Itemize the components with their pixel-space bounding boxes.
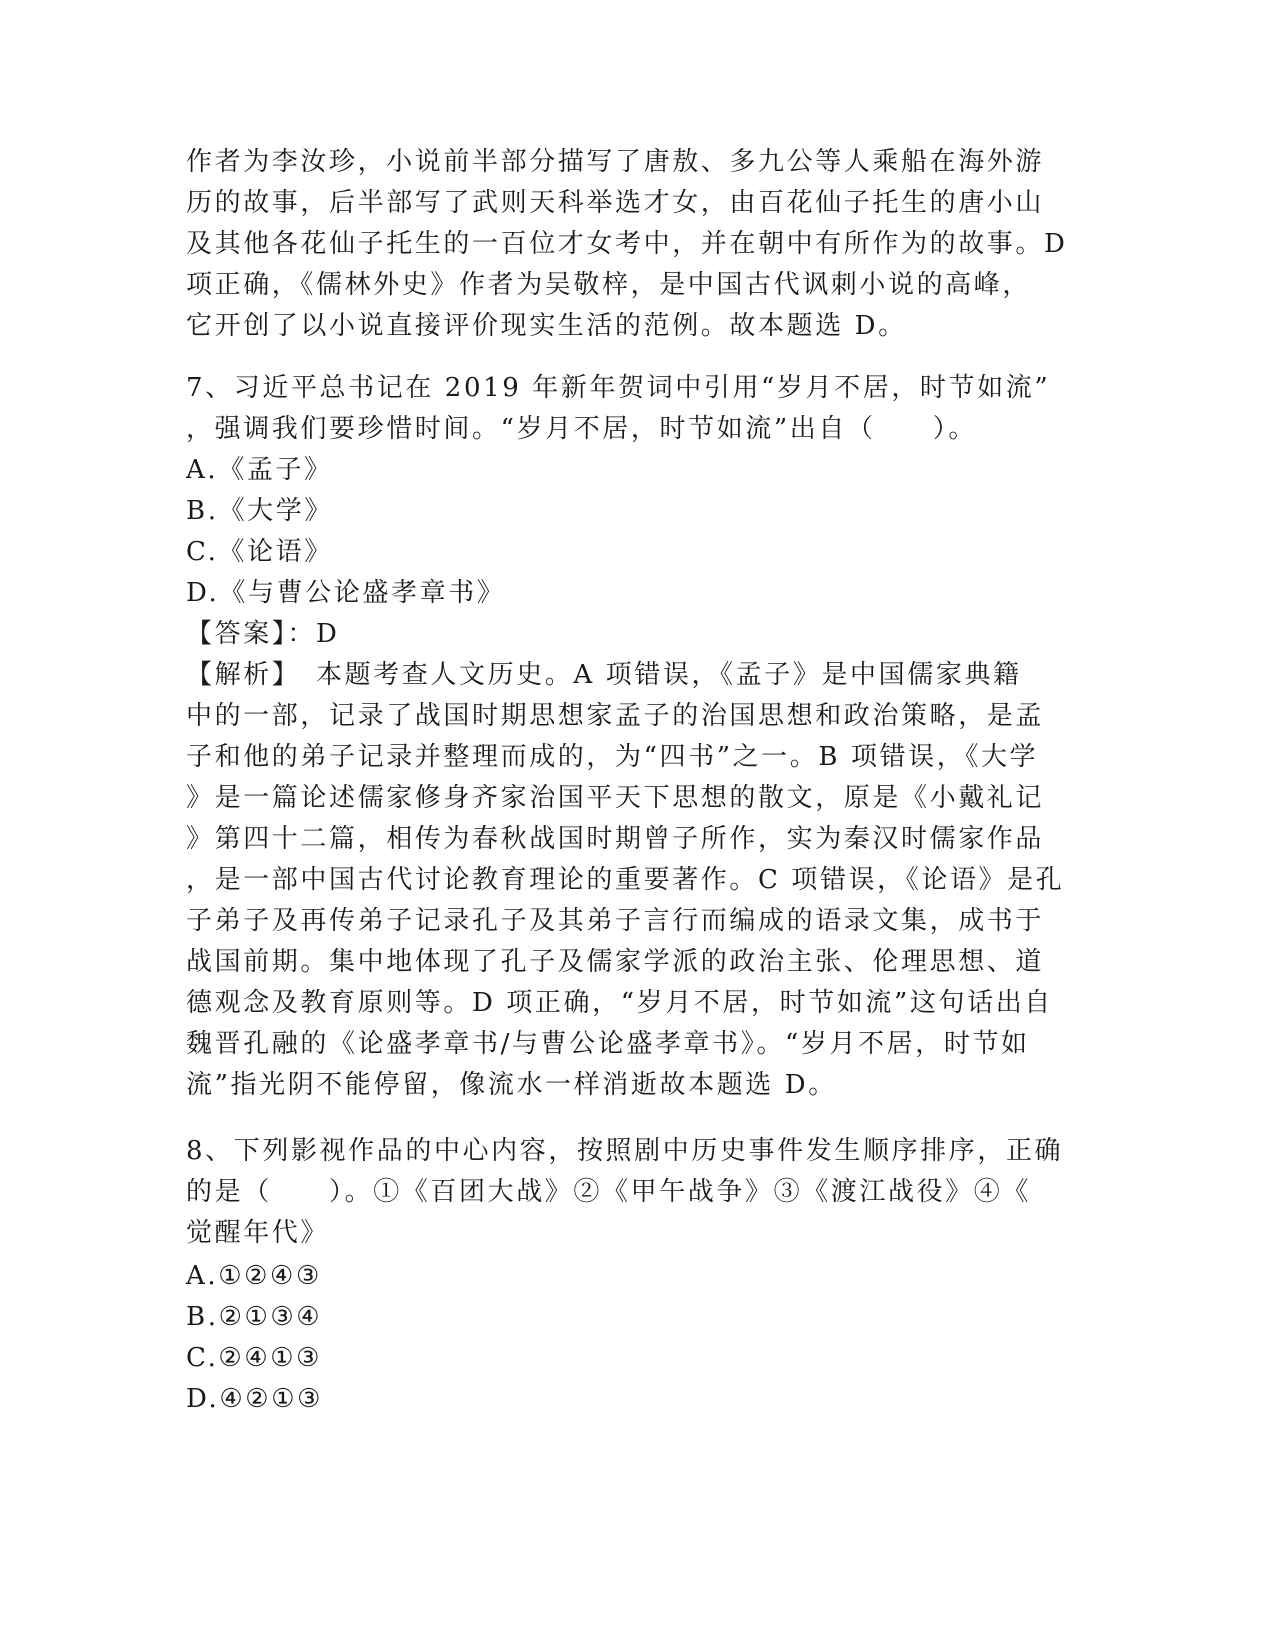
question-stem: 8、下列影视作品的中心内容，按照剧中历史事件发生顺序排序，正确 — [186, 1136, 1064, 1166]
question-stem: 7、习近平总书记在 2019 年新年贺词中引用“岁月不居，时节如流” — [186, 373, 1051, 403]
analysis-line: 》第四十二篇，相传为春秋战国时期曾子所作，实为秦汉时儒家作品 — [186, 824, 1045, 854]
option-d: D.《与曹公论盛孝章书》 — [186, 578, 506, 608]
analysis-line: 战国前期。集中地体现了孔子及儒家学派的政治主张、伦理思想、道 — [186, 947, 1045, 977]
analysis-line: 【解析】 本题考查人文历史。A 项错误，《孟子》是中国儒家典籍 — [186, 660, 1022, 690]
analysis-line: 德观念及教育原则等。D 项正确，“岁月不居，时节如流”这句话出自 — [186, 988, 1053, 1018]
option-a: A.①②④③ — [186, 1261, 322, 1291]
option-c: C.《论语》 — [186, 537, 333, 567]
paragraph-line: 它开创了以小说直接评价现实生活的范例。故本题选 D。 — [186, 311, 907, 341]
question-stem: ，强调我们要珍惜时间。“岁月不居，时节如流”出自（ ）。 — [186, 414, 977, 444]
analysis-line: 中的一部，记录了战国时期思想家孟子的治国思想和政治策略，是孟 — [186, 701, 1045, 731]
analysis-line: 子和他的弟子记录并整理而成的，为“四书”之一。B 项错误，《大学 — [186, 742, 1039, 772]
paragraph-line: 历的故事，后半部写了武则天科举选才女，由百花仙子托生的唐小山 — [186, 188, 1045, 218]
analysis-line: 魏晋孔融的《论盛孝章书/与曹公论盛孝章书》。“岁月不居，时节如 — [186, 1029, 1030, 1059]
paragraph-line: 项正确，《儒林外史》作者为吴敬梓，是中国古代讽刺小说的高峰， — [186, 270, 1032, 300]
answer-line: 【答案】：D — [186, 619, 340, 649]
option-a: A.《孟子》 — [186, 455, 333, 485]
paragraph-line: 作者为李汝珍，小说前半部分描写了唐敖、多九公等人乘船在海外游 — [186, 147, 1045, 177]
option-b: B.②①③④ — [186, 1302, 323, 1332]
option-c: C.②④①③ — [186, 1343, 323, 1373]
analysis-line: ，是一部中国古代讨论教育理论的重要著作。C 项错误，《论语》是孔 — [186, 865, 1065, 895]
question-stem: 觉醒年代》 — [186, 1218, 330, 1248]
option-d: D.④②①③ — [186, 1384, 324, 1414]
analysis-line: 子弟子及再传弟子记录孔子及其弟子言行而编成的语录文集，成书于 — [186, 906, 1045, 936]
option-b: B.《大学》 — [186, 496, 333, 526]
analysis-line: 流”指光阴不能停留，像流水一样消逝故本题选 D。 — [186, 1070, 837, 1100]
analysis-line: 》是一篇论述儒家修身齐家治国平天下思想的散文，原是《小戴礼记 — [186, 783, 1045, 813]
paragraph-line: 及其他各花仙子托生的一百位才女考中，并在朝中有所作为的故事。D — [186, 229, 1068, 259]
question-stem: 的是（ ）。①《百团大战》②《甲午战争》③《渡江战役》④《 — [186, 1177, 1032, 1207]
